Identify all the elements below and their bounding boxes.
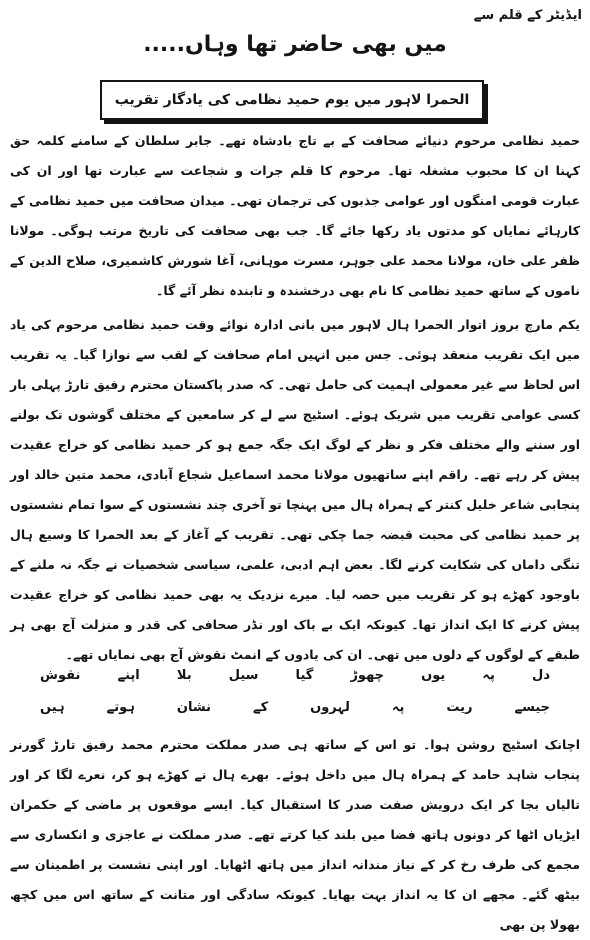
article-headline: میں بھی حاضر تھا وہاں..... xyxy=(143,32,447,57)
poetry-line-2 xyxy=(40,700,550,715)
column-kicker: ایڈیٹر کے قلم سے xyxy=(473,8,582,23)
poetry-line-1-text: دل پہ یوں چھوڑ گیا سیل بلا اپنے نقوش xyxy=(40,668,550,683)
paragraph-intro: حمید نظامی مرحوم دنیائے صحافت کے بے تاج بادشاہ تھے۔ جابر سلطان کے سامنے کلمہ حق کہنا ان کا محبوب مشغلہ تھا۔ مرحوم کا قلم جرات و شجاعت سے عبارت تھا اور ان کی عبارت قومی امنگوں اور عوامی جذبوں کی ترجمان تھی۔ میدان صحافت میں حمید نظامی کے کارہائے نمایاں کو مدتوں یاد رکھا جائے گا۔ جب بھی صحافت کی تاریخ مرتب ہوگی۔ مولانا ظفر علی خان، مولانا محمد علی جوہر، مسرت موہانی، آغا شورش کاشمیری، صلاح الدین کے ناموں کے ساتھ حمید نظامی کا نام بھی درخشندہ و تابندہ نظر آئے گا۔ xyxy=(10,133,580,298)
subheadline-box xyxy=(100,80,484,120)
poetry-line-2-text: جیسے ریت پہ لہروں کے نشان ہوتے ہیں xyxy=(40,700,550,715)
poetry-line-1 xyxy=(40,668,550,683)
paragraph-president-arrival: اچانک اسٹیج روشن ہوا۔ تو اس کے ساتھ ہی صدر مملکت محترم محمد رفیق تارڑ گورنر پنجاب شاہد حامد کے ہمراہ ہال میں داخل ہوئے۔ بھرے ہال نے کھڑے ہو کر، نعرے لگا کر اور تالیاں بجا کر ایک درویش صفت صدر کا استقبال کیا۔ ایسے موقعوں پر ماضی کے حکمران ایڑیاں اٹھا کر دونوں ہاتھ فضا میں بلند کیا کرتے تھے۔ صدر مملکت نے عاجزی و انکساری سے مجمع کی طرف رخ کر کے نیاز مندانہ انداز میں ہاتھ اٹھایا۔ اور اپنی نشست پر اطمینان سے بیٹھ گئے۔ مجھے ان کا یہ انداز بہت بھایا۔ کیونکہ سادگی اور متانت کے ساتھ اس میں کچھ بھولا پن بھی xyxy=(10,737,580,932)
paragraph-event: یکم مارچ بروز اتوار الحمرا ہال لاہور میں بانی ادارہ نوائے وقت حمید نظامی مرحوم کی یاد میں ایک تقریب منعقد ہوئی۔ جس میں انہیں امام صحافت کے لقب سے نوازا گیا۔ یہ تقریب اس لحاظ سے غیر معمولی اہمیت کی حامل تھی۔ کہ صدر پاکستان محترم رفیق تارڑ پہلی بار کسی عوامی تقریب میں شریک ہوئے۔ اسٹیج سے لے کر سامعین کے مختلف گوشوں تک بولنے اور سننے والے مختلف فکر و نظر کے لوگ ایک جگہ جمع ہو کر حمید نظامی کو خراج عقیدت پیش کر رہے تھے۔ راقم اپنے ساتھیوں مولانا محمد اسماعیل شجاع آبادی، محمد متین خالد اور پنجابی شاعر خلیل کنتر کے ہمراہ ہال میں پہنچا تو آخری چند نشستوں کے سوا تمام نشستوں پر حمید نظامی کی محبت قبضہ جما چکی تھی۔ تقریب کے آغاز کے بعد الحمرا کا وسیع ہال تنگی داماں کی شکایت کرنے لگا۔ بعض اہم ادبی، علمی، سیاسی شخصیات نے جگہ نہ ملنے کے باوجود کھڑے ہو کر تقریب میں حصہ لیا۔ میرے نزدیک یہ بھی حمید نظامی کو خراج عقیدت پیش کرنے کا ایک انداز تھا۔ کیونکہ ایک بے باک اور نڈر صحافی کی قدر و منزلت آج بھی ہر طبقے کے لوگوں کے دلوں میں تھی۔ ان کی یادوں کے انمٹ نقوش آج بھی نمایاں تھے۔ xyxy=(10,317,580,662)
subheadline-text: الحمرا لاہور میں یوم حمید نظامی کی یادگار تقریب xyxy=(114,92,470,108)
